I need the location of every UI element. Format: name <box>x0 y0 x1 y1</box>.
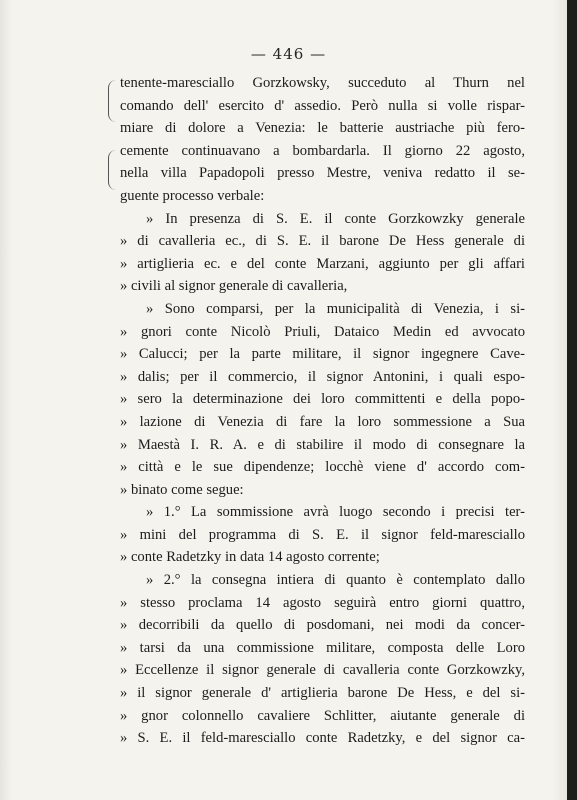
text-line: cemente continuavano a bombardarla. Il giorno 22 agosto, <box>120 142 525 159</box>
text-line: » Sono comparsi, per la municipalità di Venezia, i si- <box>146 300 525 317</box>
body-text <box>120 72 525 750</box>
text-line: comando dell' esercito d' assedio. Però nulla si volle rispar- <box>120 97 525 114</box>
text-line: » città e le sue dipendenze; locchè viene d' accordo com- <box>120 459 525 476</box>
text-line: » di cavalleria ec., di S. E. il barone De Hess generale di <box>120 233 525 250</box>
text-line: » dalis; per il commercio, il signor Antonini, i quali espo- <box>120 368 525 385</box>
text-line: nella villa Papadopoli presso Mestre, veniva redatto il se- <box>120 165 525 182</box>
text-line: » mini del programma di S. E. il signor feld-maresciallo <box>120 526 525 543</box>
text-line: » 2.° la consegna intiera di quanto è contemplato dallo <box>146 572 525 589</box>
text-line: » decorribili da quello di posdomani, nei modi da concer- <box>120 617 525 634</box>
scan-edge <box>567 0 577 800</box>
text-line: » gnori conte Nicolò Priuli, Dataico Medin ed avvocato <box>120 323 525 340</box>
text-line: guente processo verbale: <box>120 187 265 204</box>
text-line: » binato come segue: <box>120 481 244 498</box>
text-line: » conte Radetzky in data 14 agosto corrente; <box>120 549 380 566</box>
text-line: » 1.° La sommissione avrà luogo secondo i precisi ter- <box>146 504 525 521</box>
text-line: » civili al signor generale di cavalleria, <box>120 278 348 295</box>
page-number: — 446 — <box>250 45 327 63</box>
text-line: » S. E. il feld-maresciallo conte Radetzky, e del signor ca- <box>120 730 525 747</box>
margin-pencil-mark <box>108 80 116 122</box>
margin-pencil-mark <box>108 150 116 190</box>
text-line: » In presenza di S. E. il conte Gorzkowzky generale <box>146 210 525 227</box>
text-line: » Eccellenze il signor generale di cavalleria conte Gorzkowzky, <box>120 662 525 679</box>
text-line: » tarsi da una commissione militare, composta delle Loro <box>120 639 525 656</box>
text-line: » artiglieria ec. e del conte Marzani, aggiunto per gli affari <box>120 255 525 272</box>
text-line: » lazione di Venezia di fare la loro sommessione a Sua <box>120 413 525 430</box>
text-line: » Maestà I. R. A. e di stabilire il modo di consegnare la <box>120 436 525 453</box>
text-line: miare di dolore a Venezia: le batterie austriache più fero- <box>120 120 525 137</box>
text-line: » sero la determinazione dei loro committenti e della popo- <box>120 391 525 408</box>
text-line: » gnor colonnello cavaliere Schlitter, aiutante generale di <box>120 707 525 724</box>
text-line: » il signor generale d' artiglieria barone De Hess, e del si- <box>120 685 525 702</box>
text-line: » Calucci; per la parte militare, il signor ingegnere Cave- <box>120 346 525 363</box>
text-line: tenente-maresciallo Gorzkowsky, succeduto al Thurn nel <box>120 75 525 91</box>
text-line: » stesso proclama 14 agosto seguirà entro giorni quattro, <box>120 594 525 611</box>
